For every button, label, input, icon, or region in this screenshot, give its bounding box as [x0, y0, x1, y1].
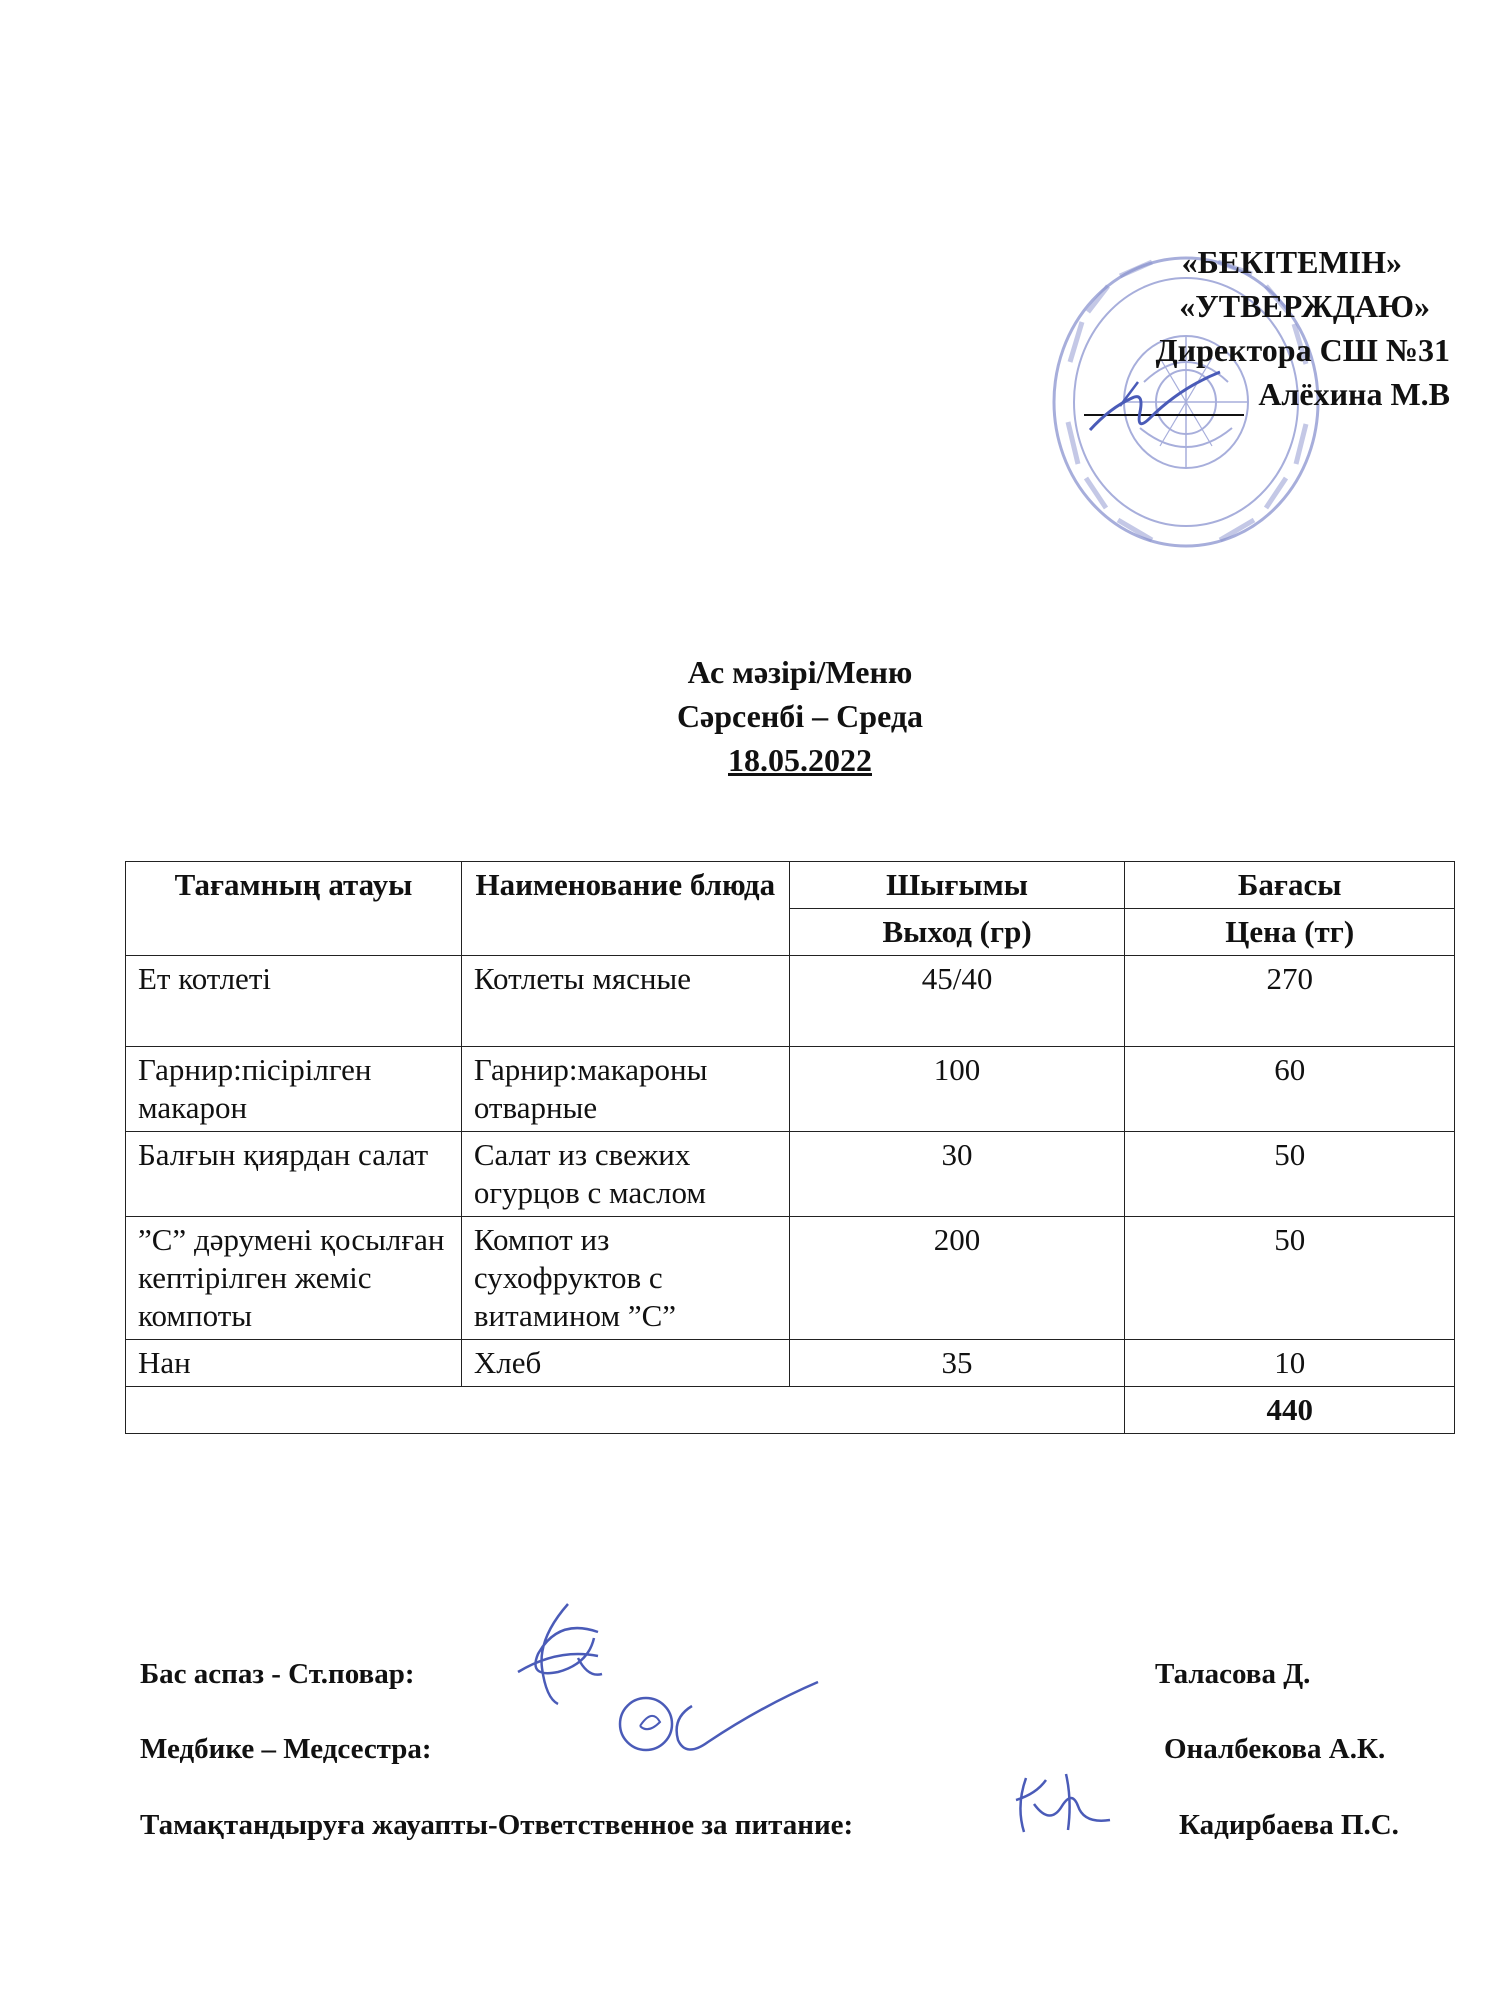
dish-name-kz: Ет котлеті — [126, 956, 462, 1047]
dish-yield: 30 — [789, 1132, 1125, 1217]
header-yield-kz: Шығымы — [789, 862, 1125, 909]
header-price-kz: Бағасы — [1125, 862, 1455, 909]
table-row — [126, 1047, 1455, 1132]
dish-name-ru: Хлеб — [461, 1340, 789, 1387]
dish-yield: 200 — [789, 1217, 1125, 1340]
dish-price: 60 — [1125, 1047, 1455, 1132]
signer-role: Тамақтандыруға жауапты-Ответственное за питание: — [140, 1809, 854, 1841]
table-total-row — [126, 1387, 1455, 1434]
title-menu: Ас мәзірі/Меню — [687, 654, 913, 690]
signer-role: Бас аспаз - Ст.повар: — [140, 1658, 415, 1690]
dish-name-kz: Балғын қиярдан салат — [126, 1132, 462, 1217]
dish-price: 50 — [1125, 1132, 1455, 1217]
table-row — [126, 956, 1455, 1047]
dish-name-ru: Компот из сухофруктов с витамином ”С” — [461, 1217, 789, 1340]
title-date: 18.05.2022 — [728, 742, 872, 778]
dish-yield: 35 — [789, 1340, 1125, 1387]
title-day: Сәрсенбі – Среда — [676, 698, 924, 734]
signer-name: Оналбекова А.К. — [1164, 1733, 1386, 1765]
document-title — [0, 650, 1491, 782]
header-name-kz: Тағамның атауы — [126, 862, 462, 956]
dish-yield: 45/40 — [789, 956, 1125, 1047]
table-header-row — [126, 862, 1455, 909]
dish-name-ru: Гарнир:макароны отварные — [461, 1047, 789, 1132]
approval-director-name: Алёхина М.В — [1258, 376, 1450, 412]
header-name-ru: Наименование блюда — [461, 862, 789, 956]
chef-signature — [498, 1598, 628, 1710]
table-row — [126, 1217, 1455, 1340]
dish-yield: 100 — [789, 1047, 1125, 1132]
dish-price: 270 — [1125, 956, 1455, 1047]
menu-table — [125, 861, 1455, 1434]
dish-name-kz: Нан — [126, 1340, 462, 1387]
signer-row-responsible — [140, 1803, 1440, 1847]
table-row — [126, 1340, 1455, 1387]
header-price-ru: Цена (тг) — [1125, 909, 1455, 956]
director-signature — [1080, 368, 1230, 440]
total-spacer — [126, 1387, 1125, 1434]
signer-role: Медбике – Медсестра: — [140, 1733, 432, 1765]
dish-price: 10 — [1125, 1340, 1455, 1387]
dish-name-ru: Салат из свежих огурцов с маслом — [461, 1132, 789, 1217]
nurse-signature — [612, 1678, 822, 1762]
approval-line-ru: «УТВЕРЖДАЮ» — [1179, 288, 1430, 324]
table-row — [126, 1132, 1455, 1217]
responsible-signature — [1006, 1770, 1116, 1836]
signer-name: Таласова Д. — [1155, 1658, 1311, 1690]
dish-name-kz: Гарнир:пісірілген макарон — [126, 1047, 462, 1132]
total-price: 440 — [1125, 1387, 1455, 1434]
dish-name-ru: Котлеты мясные — [461, 956, 789, 1047]
dish-name-kz: ”С” дәрумені қосылған кептірілген жеміс компоты — [126, 1217, 462, 1340]
signer-name: Кадирбаева П.С. — [1179, 1809, 1399, 1841]
approval-line-kz: «БЕКІТЕМІН» — [1181, 244, 1402, 280]
header-yield-ru: Выход (гр) — [789, 909, 1125, 956]
approval-position: Директора СШ №31 — [1155, 332, 1450, 368]
dish-price: 50 — [1125, 1217, 1455, 1340]
